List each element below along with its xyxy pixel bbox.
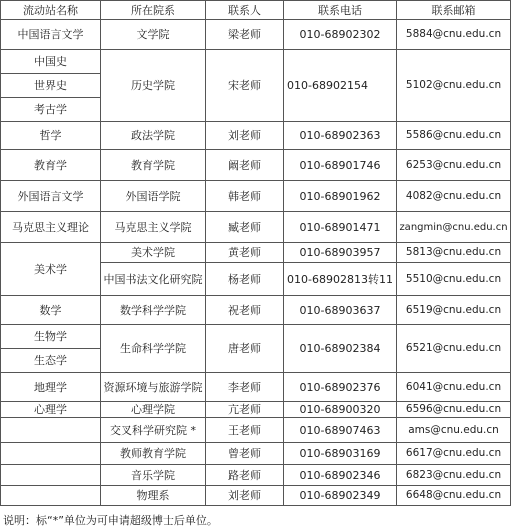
dept-cell: 心理学院: [101, 402, 206, 418]
station-cell: 数学: [1, 296, 101, 325]
phone-cell: 010-68901962: [284, 181, 397, 212]
email-cell: 6253@cnu.edu.cn: [397, 150, 511, 181]
contact-cell: 臧老师: [206, 212, 284, 243]
station-cell: 世界史: [1, 74, 101, 98]
header-cell: 联系电话: [284, 1, 397, 20]
email-cell: 5586@cnu.edu.cn: [397, 122, 511, 150]
contact-cell: 杨老师: [206, 263, 284, 296]
contact-cell: 王老师: [206, 418, 284, 443]
phone-cell: 010-68903637: [284, 296, 397, 325]
contact-cell: 路老师: [206, 465, 284, 486]
footnote: 说明：标“*”单位为可申请超级博士后单位。: [3, 514, 218, 527]
table-row: [1, 122, 511, 150]
table-row: [1, 296, 511, 325]
station-cell: 中国史: [1, 50, 101, 74]
dept-cell: 中国书法文化研究院: [101, 263, 206, 296]
phone-cell: 010-68903169: [284, 443, 397, 465]
station-cell: 外国语言文学: [1, 181, 101, 212]
dept-cell: 资源环境与旅游学院: [101, 373, 206, 402]
dept-cell: 交叉科学研究院 *: [101, 418, 206, 443]
phone-cell: 010-68902376: [284, 373, 397, 402]
table-row: [1, 150, 511, 181]
email-cell: 6823@cnu.edu.cn: [397, 465, 511, 486]
dept-cell: 音乐学院: [101, 465, 206, 486]
dept-cell: 美术学院: [101, 243, 206, 263]
header-cell: 流动站名称: [1, 1, 101, 20]
phone-cell: 010-68902813转11: [284, 263, 397, 296]
dept-cell: 外国语学院: [101, 181, 206, 212]
station-cell: 地理学: [1, 373, 101, 402]
phone-cell: 010-68901746: [284, 150, 397, 181]
contact-cell: 阚老师: [206, 150, 284, 181]
email-cell: 5102@cnu.edu.cn: [397, 50, 511, 122]
dept-cell: 政法学院: [101, 122, 206, 150]
table-row: [1, 20, 511, 50]
station-cell: 中国语言文学: [1, 20, 101, 50]
station-cell: 哲学: [1, 122, 101, 150]
contact-cell: 宋老师: [206, 50, 284, 122]
dept-cell: 教师教育学院: [101, 443, 206, 465]
table-header-row: [1, 1, 511, 20]
email-cell: 4082@cnu.edu.cn: [397, 181, 511, 212]
phone-cell: 010-68902363: [284, 122, 397, 150]
station-cell: [1, 486, 101, 506]
email-cell: 6596@cnu.edu.cn: [397, 402, 511, 418]
email-cell: 6041@cnu.edu.cn: [397, 373, 511, 402]
contact-cell: 黄老师: [206, 243, 284, 263]
email-cell: zangmin@cnu.edu.cn: [397, 212, 511, 243]
station-cell: [1, 418, 101, 443]
contact-cell: 亢老师: [206, 402, 284, 418]
phone-cell: 010-68902384: [284, 325, 397, 373]
contact-cell: 祝老师: [206, 296, 284, 325]
dept-cell: 教育学院: [101, 150, 206, 181]
email-cell: 6648@cnu.edu.cn: [397, 486, 511, 506]
station-cell: 心理学: [1, 402, 101, 418]
email-cell: 5510@cnu.edu.cn: [397, 263, 511, 296]
email-cell: 6521@cnu.edu.cn: [397, 325, 511, 373]
dept-cell: 生命科学学院: [101, 325, 206, 373]
table-row: [1, 243, 511, 263]
station-cell: 美术学: [1, 243, 101, 296]
table-row: [1, 325, 511, 349]
table-row: [1, 373, 511, 402]
header-cell: 联系邮箱: [397, 1, 511, 20]
dept-cell: 文学院: [101, 20, 206, 50]
header-cell: 联系人: [206, 1, 284, 20]
station-cell: 教育学: [1, 150, 101, 181]
station-cell: [1, 443, 101, 465]
table-row: [1, 50, 511, 74]
phone-cell: 010-68903957: [284, 243, 397, 263]
station-cell: 生物学: [1, 325, 101, 349]
contact-cell: 韩老师: [206, 181, 284, 212]
table-row: [1, 443, 511, 465]
phone-cell: 010-68902302: [284, 20, 397, 50]
contact-cell: 曾老师: [206, 443, 284, 465]
dept-cell: 物理系: [101, 486, 206, 506]
table-row: [1, 181, 511, 212]
table-row: [1, 402, 511, 418]
contact-cell: 李老师: [206, 373, 284, 402]
table-row: [1, 465, 511, 486]
phone-cell: 010-68901471: [284, 212, 397, 243]
email-cell: 6519@cnu.edu.cn: [397, 296, 511, 325]
station-cell: 马克思主义理论: [1, 212, 101, 243]
email-cell: ams@cnu.edu.cn: [397, 418, 511, 443]
header-cell: 所在院系: [101, 1, 206, 20]
phone-cell: 010-68902349: [284, 486, 397, 506]
table-row: [1, 212, 511, 243]
phone-cell: 010-68907463: [284, 418, 397, 443]
table-row: [1, 418, 511, 443]
email-cell: 5813@cnu.edu.cn: [397, 243, 511, 263]
contact-cell: 刘老师: [206, 122, 284, 150]
dept-cell: 马克思主义学院: [101, 212, 206, 243]
station-cell: 生态学: [1, 349, 101, 373]
contact-cell: 唐老师: [206, 325, 284, 373]
station-cell: [1, 465, 101, 486]
contact-cell: 梁老师: [206, 20, 284, 50]
email-cell: 5884@cnu.edu.cn: [397, 20, 511, 50]
contact-cell: 刘老师: [206, 486, 284, 506]
phone-cell: 010-68902346: [284, 465, 397, 486]
dept-cell: 历史学院: [101, 50, 206, 122]
table-row: [1, 486, 511, 506]
station-cell: 考古学: [1, 98, 101, 122]
phone-cell: 010-68900320: [284, 402, 397, 418]
phone-cell: 010-68902154: [284, 50, 397, 122]
email-cell: 6617@cnu.edu.cn: [397, 443, 511, 465]
dept-cell: 数学科学学院: [101, 296, 206, 325]
